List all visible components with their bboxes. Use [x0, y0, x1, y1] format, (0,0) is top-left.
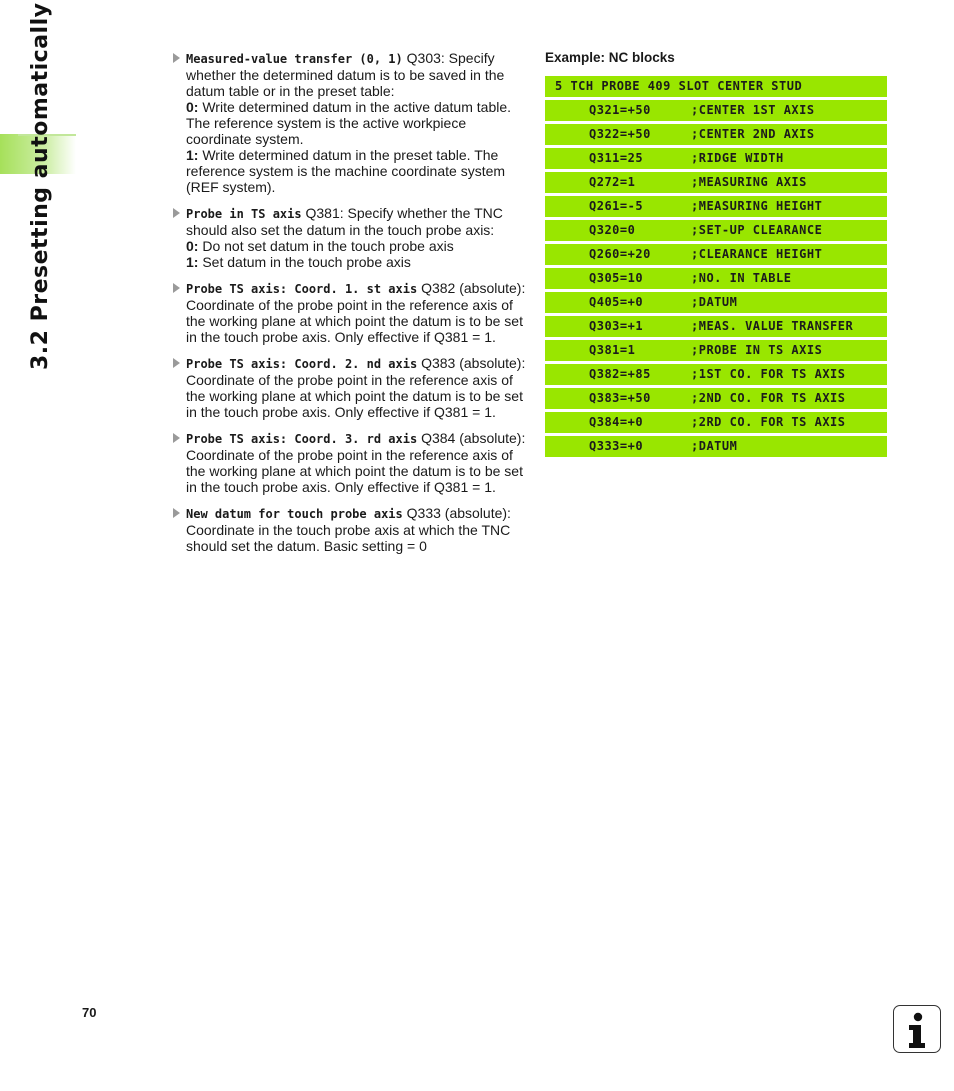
param-description: Q381: Specify whether the TNC should also set the datum in the touch probe axis:	[186, 205, 503, 238]
param-name: Probe TS axis: Coord. 3. rd axis	[186, 432, 418, 446]
nc-q-param: Q333=+0	[589, 439, 644, 453]
param-name: Probe in TS axis	[186, 207, 302, 221]
nc-comment: ;PROBE IN TS AXIS	[691, 343, 823, 357]
nc-q-param: Q405=+0	[589, 295, 644, 309]
nc-header-text: 5 TCH PROBE 409 SLOT CENTER STUD	[555, 79, 803, 93]
page-number: 70	[82, 1005, 97, 1020]
nc-header-row	[545, 76, 887, 97]
option-key: 1:	[186, 254, 199, 270]
nc-rows	[545, 100, 887, 457]
nc-row	[545, 388, 887, 409]
option-key: 1:	[186, 147, 199, 163]
nc-q-param: Q305=10	[589, 271, 644, 285]
nc-comment: ;2ND CO. FOR TS AXIS	[691, 391, 846, 405]
option-key: 0:	[186, 238, 199, 254]
nc-row	[545, 100, 887, 121]
nc-q-param: Q322=+50	[589, 127, 651, 141]
nc-q-param: Q303=+1	[589, 319, 644, 333]
nc-row	[545, 340, 887, 361]
nc-comment: ;1ST CO. FOR TS AXIS	[691, 367, 846, 381]
nc-row	[545, 412, 887, 433]
option-text: Set datum in the touch probe axis	[198, 254, 411, 270]
nc-q-param: Q321=+50	[589, 103, 651, 117]
nc-comment: ;DATUM	[691, 295, 738, 309]
nc-row	[545, 292, 887, 313]
param-name: Probe TS axis: Coord. 1. st axis	[186, 282, 418, 296]
param-description: Q383 (absolute): Coordinate of the probe point in the reference axis of the working plane at which point the datum is to be set in the touch probe axis. Only effective if Q381 = 1.	[186, 355, 526, 420]
param-description: Q303: Specify whether the determined datum is to be saved in the datum table or in the preset table:	[186, 50, 505, 99]
nc-comment: ;CENTER 2ND AXIS	[691, 127, 815, 141]
option-text: Write determined datum in the active datum table. The reference system is the active workpiece coordinate system.	[186, 99, 512, 147]
nc-row	[545, 124, 887, 145]
parameter-list	[172, 50, 528, 564]
param-description: Q384 (absolute): Coordinate of the probe point in the reference axis of the working plane at which point the datum is to be set in the touch probe axis. Only effective if Q381 = 1.	[186, 430, 526, 495]
nc-q-param: Q261=-5	[589, 199, 644, 213]
param-description: Q382 (absolute): Coordinate of the probe point in the reference axis of the working plane at which point the datum is to be set in the touch probe axis. Only effective if Q381 = 1.	[186, 280, 526, 345]
nc-q-param: Q383=+50	[589, 391, 651, 405]
section-title: 3.2 Presetting automatically	[28, 2, 53, 370]
nc-row	[545, 196, 887, 217]
nc-example	[545, 50, 887, 460]
nc-comment: ;MEASURING HEIGHT	[691, 199, 823, 213]
example-title: Example: NC blocks	[545, 50, 675, 65]
nc-comment: ;RIDGE WIDTH	[691, 151, 784, 165]
nc-comment: ;DATUM	[691, 439, 738, 453]
nc-row	[545, 268, 887, 289]
option-text: Do not set datum in the touch probe axis	[198, 238, 454, 254]
nc-comment: ;NO. IN TABLE	[691, 271, 792, 285]
nc-row	[545, 172, 887, 193]
nc-q-param: Q260=+20	[589, 247, 651, 261]
bullet-triangle-icon	[173, 208, 180, 218]
param-probe-in-ts-axis	[172, 205, 528, 270]
option-key: 0:	[186, 99, 199, 115]
bullet-triangle-icon	[173, 53, 180, 63]
nc-comment: ;CLEARANCE HEIGHT	[691, 247, 823, 261]
nc-q-param: Q381=1	[589, 343, 636, 357]
param-new-datum-ts-axis	[172, 505, 528, 554]
nc-comment: ;MEAS. VALUE TRANSFER	[691, 319, 854, 333]
bullet-triangle-icon	[173, 358, 180, 368]
nc-q-param: Q320=0	[589, 223, 636, 237]
nc-q-param: Q382=+85	[589, 367, 651, 381]
param-coord-3rd-axis	[172, 430, 528, 495]
param-measured-value-transfer	[172, 50, 528, 195]
bullet-triangle-icon	[173, 508, 180, 518]
nc-q-param: Q272=1	[589, 175, 636, 189]
param-coord-2nd-axis	[172, 355, 528, 420]
nc-row	[545, 148, 887, 169]
param-description: Q333 (absolute): Coordinate in the touch probe axis at which the TNC should set the datum. Basic setting = 0	[186, 505, 511, 554]
nc-q-param: Q384=+0	[589, 415, 644, 429]
bullet-triangle-icon	[173, 283, 180, 293]
nc-comment: ;CENTER 1ST AXIS	[691, 103, 815, 117]
option-text: Write determined datum in the preset table. The reference system is the machine coordinate system (REF system).	[186, 147, 506, 195]
nc-row	[545, 220, 887, 241]
nc-comment: ;SET-UP CLEARANCE	[691, 223, 823, 237]
param-name: Measured-value transfer (0, 1)	[186, 52, 403, 66]
nc-row	[545, 316, 887, 337]
nc-row	[545, 364, 887, 385]
nc-comment: ;MEASURING AXIS	[691, 175, 807, 189]
nc-comment: ;2RD CO. FOR TS AXIS	[691, 415, 846, 429]
param-coord-1st-axis	[172, 280, 528, 345]
nc-row	[545, 244, 887, 265]
nc-row	[545, 436, 887, 457]
bullet-triangle-icon	[173, 433, 180, 443]
info-icon	[893, 1005, 941, 1053]
nc-q-param: Q311=25	[589, 151, 644, 165]
param-name: New datum for touch probe axis	[186, 507, 403, 521]
param-name: Probe TS axis: Coord. 2. nd axis	[186, 357, 418, 371]
